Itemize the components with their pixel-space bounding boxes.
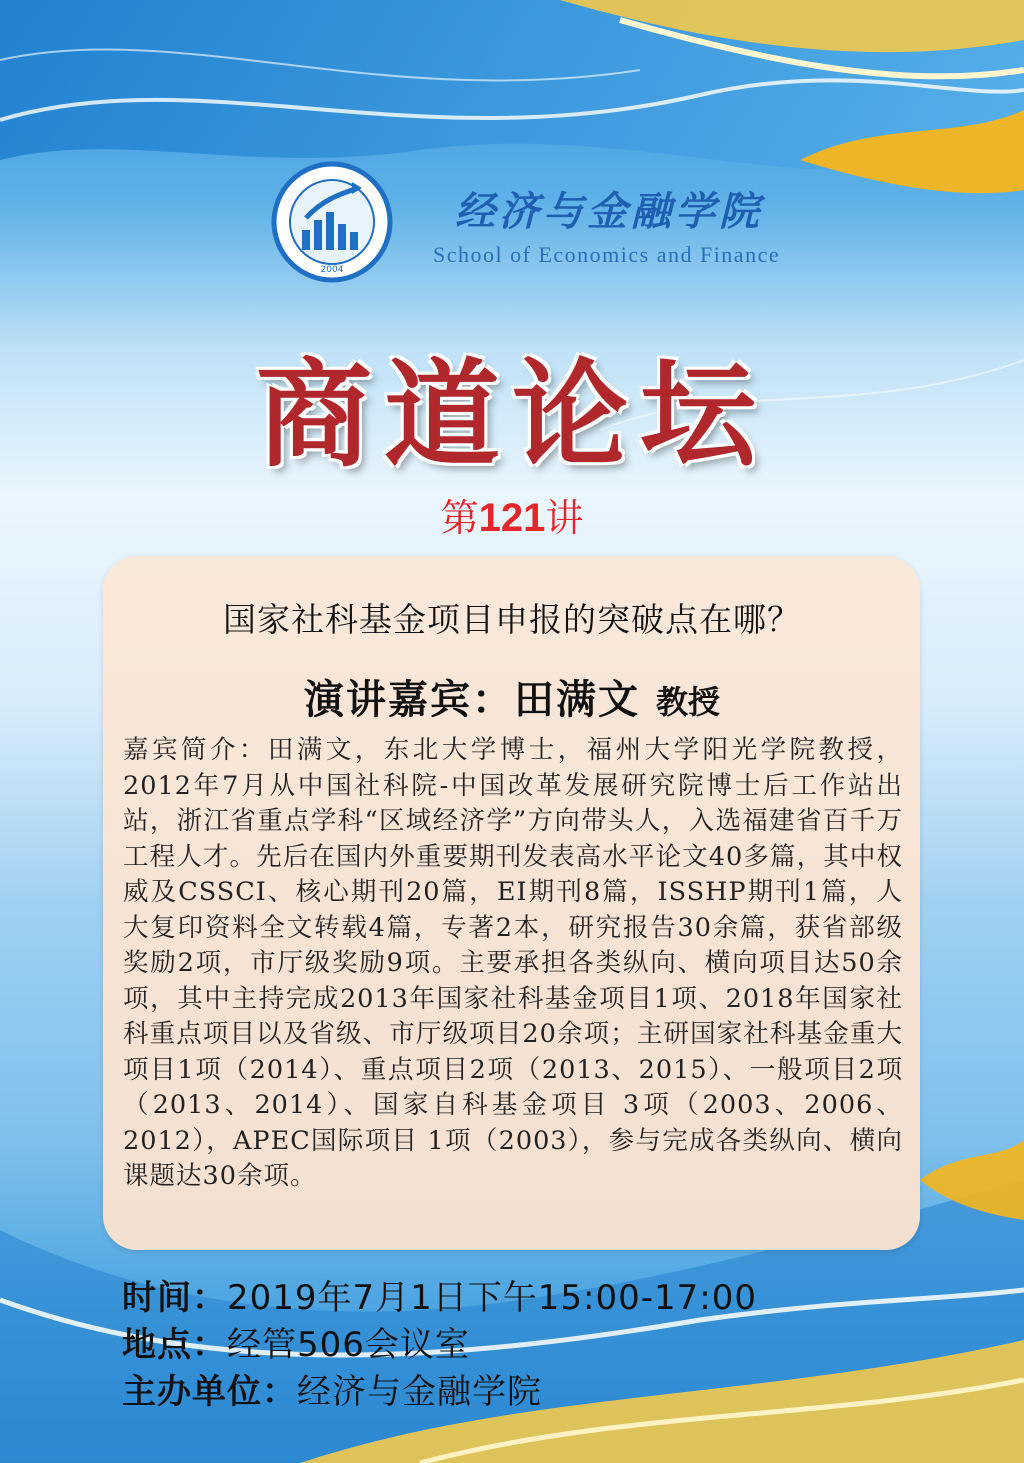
place-value: 经管506会议室	[227, 1325, 470, 1365]
forum-title: 商道论坛	[256, 348, 768, 483]
lecture-number-value: 121	[478, 496, 546, 540]
speaker-bio: 嘉宾简介：田满文，东北大学博士，福州大学阳光学院教授，2012年7月从中国社科院-中国改革发展研究院博士后工作站出站，浙江省重点学科“区域经济学”方向带头人，入选福建省百千万工程人才。先后在国内外重要期刊发表高水平论文40多篇，其中权威及CSSCI、核心期刊20篇，EI期刊8篇，ISSHP期刊1篇，人大复印资料全文转载4篇，专著2本，研究报告30余篇，获省部级奖励2项，市厅级奖励9项。主要承担各类纵向、横向项目达50余项，其中主持完成2013年国家社科基金项目1项、2018年国家社科重点项目以及省级、市厅级项目20余项；主研国家社科基金重大项目1项（2014）、重点项目2项（2013、2015）、一般项目2项（2013、2014）、国家自科基金项目 3项（2003、2006、2012），APEC国际项目 1项（2003），参与完成各类纵向、横向课题达30余项。	[123, 735, 903, 1191]
time-label: 时间：	[122, 1278, 227, 1318]
speaker-name: 演讲嘉宾：田满文	[303, 676, 640, 723]
speaker-title: 教授	[655, 683, 720, 721]
speaker-line	[0, 668, 1024, 725]
lecture-number	[0, 487, 1024, 542]
lecture-prefix: 第	[440, 496, 479, 540]
school-seal-logo	[262, 160, 402, 285]
event-host	[122, 1364, 922, 1413]
place-label: 地点：	[122, 1325, 227, 1365]
event-place	[122, 1317, 922, 1366]
school-name-chinese: 经济与金融学院	[455, 188, 763, 235]
event-time	[122, 1270, 922, 1319]
lecture-suffix: 讲	[545, 496, 584, 540]
seal-year-text: 2004	[320, 265, 344, 275]
lecture-topic: 国家社科基金项目申报的突破点在哪？	[223, 600, 801, 639]
host-value: 经济与金融学院	[297, 1372, 542, 1412]
time-value: 2019年7月1日下午15:00-17:00	[227, 1278, 758, 1318]
host-label: 主办单位：	[122, 1372, 297, 1412]
school-name-english: School of Economics and Finance	[433, 242, 781, 267]
